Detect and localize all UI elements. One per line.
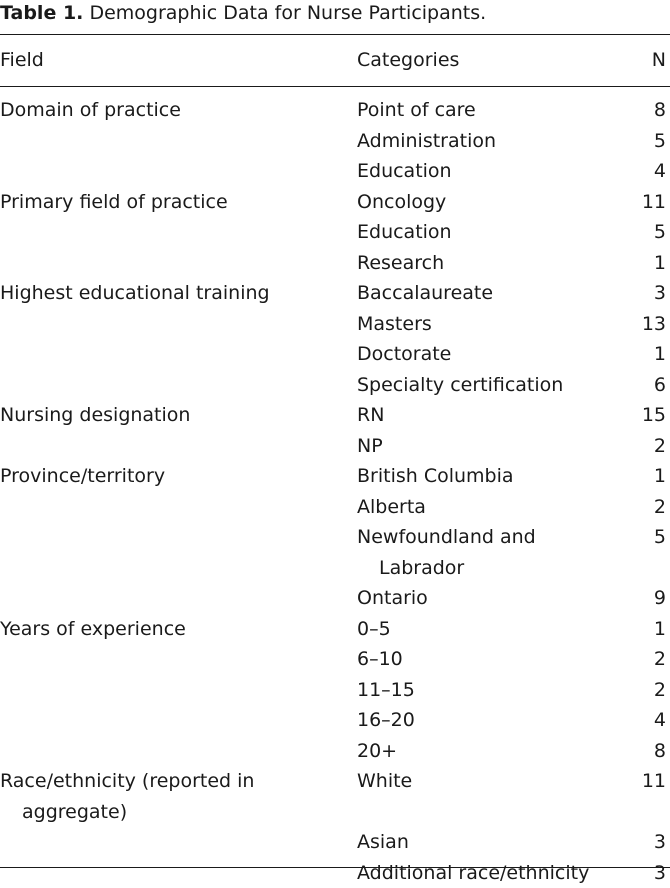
cell-n: 3 [616, 278, 666, 309]
cell-category [357, 95, 627, 126]
cell-category [357, 278, 627, 309]
cell-category-text: Alberta [357, 492, 627, 523]
cell-category-text: Baccalaureate [357, 278, 627, 309]
table-row [0, 858, 670, 888]
cell-category-text: Point of care [357, 95, 627, 126]
cell-field [0, 675, 340, 706]
cell-category-text: 6–10 [357, 644, 627, 675]
bottom-rule [0, 867, 670, 868]
table-row [0, 614, 670, 645]
cell-n: 1 [616, 614, 666, 645]
cell-category-text: Oncology [357, 187, 627, 218]
cell-category-text: British Columbia [357, 461, 627, 492]
cell-n: 4 [616, 705, 666, 736]
cell-n: 6 [616, 370, 666, 401]
cell-category-text: 0–5 [357, 614, 627, 645]
cell-n: 11 [616, 766, 666, 827]
cell-field-continuation: aggregate) [0, 797, 340, 828]
table-row [0, 187, 670, 218]
cell-field [0, 766, 340, 827]
table-header-row [0, 44, 670, 76]
table-row [0, 278, 670, 309]
table-row [0, 126, 670, 157]
cell-category [357, 461, 627, 492]
cell-n: 11 [616, 187, 666, 218]
cell-category-text: Research [357, 248, 627, 279]
cell-field [0, 827, 340, 858]
cell-category [357, 766, 627, 827]
cell-category-text: Doctorate [357, 339, 627, 370]
header-categories: Categories [357, 44, 627, 76]
cell-n: 1 [616, 248, 666, 279]
table-row [0, 705, 670, 736]
table-row [0, 309, 670, 340]
cell-field [0, 522, 340, 583]
cell-category-text: Administration [357, 126, 627, 157]
cell-n: 3 [616, 858, 666, 888]
cell-n: 2 [616, 675, 666, 706]
cell-n: 2 [616, 431, 666, 462]
cell-category-text: 16–20 [357, 705, 627, 736]
cell-field [0, 705, 340, 736]
cell-field-text: Highest educational training [0, 278, 340, 309]
cell-category-text: Education [357, 217, 627, 248]
cell-n: 5 [616, 217, 666, 248]
cell-category [357, 827, 627, 858]
cell-category-text: White [357, 766, 627, 797]
cell-n: 1 [616, 339, 666, 370]
cell-field [0, 339, 340, 370]
cell-field [0, 309, 340, 340]
table-caption-text: Demographic Data for Nurse Participants. [89, 2, 486, 24]
cell-n: 15 [616, 400, 666, 431]
cell-category-continuation: Labrador [357, 553, 627, 584]
cell-category-text: Masters [357, 309, 627, 340]
cell-n: 2 [616, 644, 666, 675]
cell-category [357, 400, 627, 431]
cell-field [0, 492, 340, 523]
cell-field [0, 95, 340, 126]
cell-category-text: 20+ [357, 736, 627, 767]
cell-field [0, 583, 340, 614]
table-body [0, 95, 670, 888]
cell-field [0, 644, 340, 675]
table-row [0, 156, 670, 187]
cell-field [0, 858, 340, 888]
table-row [0, 583, 670, 614]
cell-n: 4 [616, 156, 666, 187]
table-row [0, 217, 670, 248]
header-n: N [616, 44, 666, 76]
table-caption [0, 0, 486, 26]
cell-category-text: Newfoundland and [357, 522, 627, 553]
cell-field [0, 736, 340, 767]
cell-category [357, 370, 627, 401]
cell-category-text: Specialty certification [357, 370, 627, 401]
cell-category [357, 156, 627, 187]
cell-category-text: Asian [357, 827, 627, 858]
cell-category [357, 644, 627, 675]
cell-category-text: RN [357, 400, 627, 431]
cell-field-text: Race/ethnicity (reported in [0, 766, 340, 797]
cell-n: 5 [616, 126, 666, 157]
cell-category [357, 736, 627, 767]
cell-category-text: Additional race/ethnicity [357, 858, 627, 888]
table-row [0, 339, 670, 370]
cell-category [357, 705, 627, 736]
cell-category [357, 339, 627, 370]
cell-category [357, 431, 627, 462]
cell-category [357, 522, 627, 583]
table-row [0, 431, 670, 462]
cell-n: 8 [616, 736, 666, 767]
cell-field [0, 278, 340, 309]
table-row [0, 400, 670, 431]
table-row [0, 95, 670, 126]
cell-field [0, 614, 340, 645]
cell-field-text: Primary field of practice [0, 187, 340, 218]
cell-category-text: 11–15 [357, 675, 627, 706]
cell-field [0, 217, 340, 248]
table-row [0, 492, 670, 523]
cell-category [357, 583, 627, 614]
cell-category [357, 309, 627, 340]
cell-category-text: NP [357, 431, 627, 462]
cell-n: 2 [616, 492, 666, 523]
cell-category-text: Ontario [357, 583, 627, 614]
cell-field [0, 431, 340, 462]
table-row [0, 370, 670, 401]
cell-n: 3 [616, 827, 666, 858]
cell-field-text: Nursing designation [0, 400, 340, 431]
cell-category [357, 614, 627, 645]
cell-field [0, 461, 340, 492]
cell-category-text: Education [357, 156, 627, 187]
cell-n: 9 [616, 583, 666, 614]
table-row [0, 736, 670, 767]
top-rule [0, 34, 670, 35]
table-row [0, 644, 670, 675]
cell-n: 8 [616, 95, 666, 126]
cell-n: 5 [616, 522, 666, 583]
cell-category [357, 126, 627, 157]
table-row [0, 248, 670, 279]
cell-category [357, 492, 627, 523]
cell-field [0, 156, 340, 187]
cell-n: 1 [616, 461, 666, 492]
cell-n: 13 [616, 309, 666, 340]
table-caption-label: Table 1. [0, 2, 83, 24]
cell-category [357, 248, 627, 279]
cell-category [357, 187, 627, 218]
cell-field-text: Province/territory [0, 461, 340, 492]
cell-field [0, 187, 340, 218]
cell-category [357, 675, 627, 706]
header-field: Field [0, 44, 340, 76]
cell-field [0, 248, 340, 279]
table-row [0, 827, 670, 858]
cell-field [0, 126, 340, 157]
cell-field [0, 370, 340, 401]
table-row [0, 675, 670, 706]
cell-field-text: Years of experience [0, 614, 340, 645]
table-row [0, 766, 670, 827]
cell-field [0, 400, 340, 431]
cell-field-text: Domain of practice [0, 95, 340, 126]
table-row [0, 522, 670, 583]
cell-category [357, 217, 627, 248]
table-row [0, 461, 670, 492]
cell-category [357, 858, 627, 888]
header-rule [0, 86, 670, 87]
